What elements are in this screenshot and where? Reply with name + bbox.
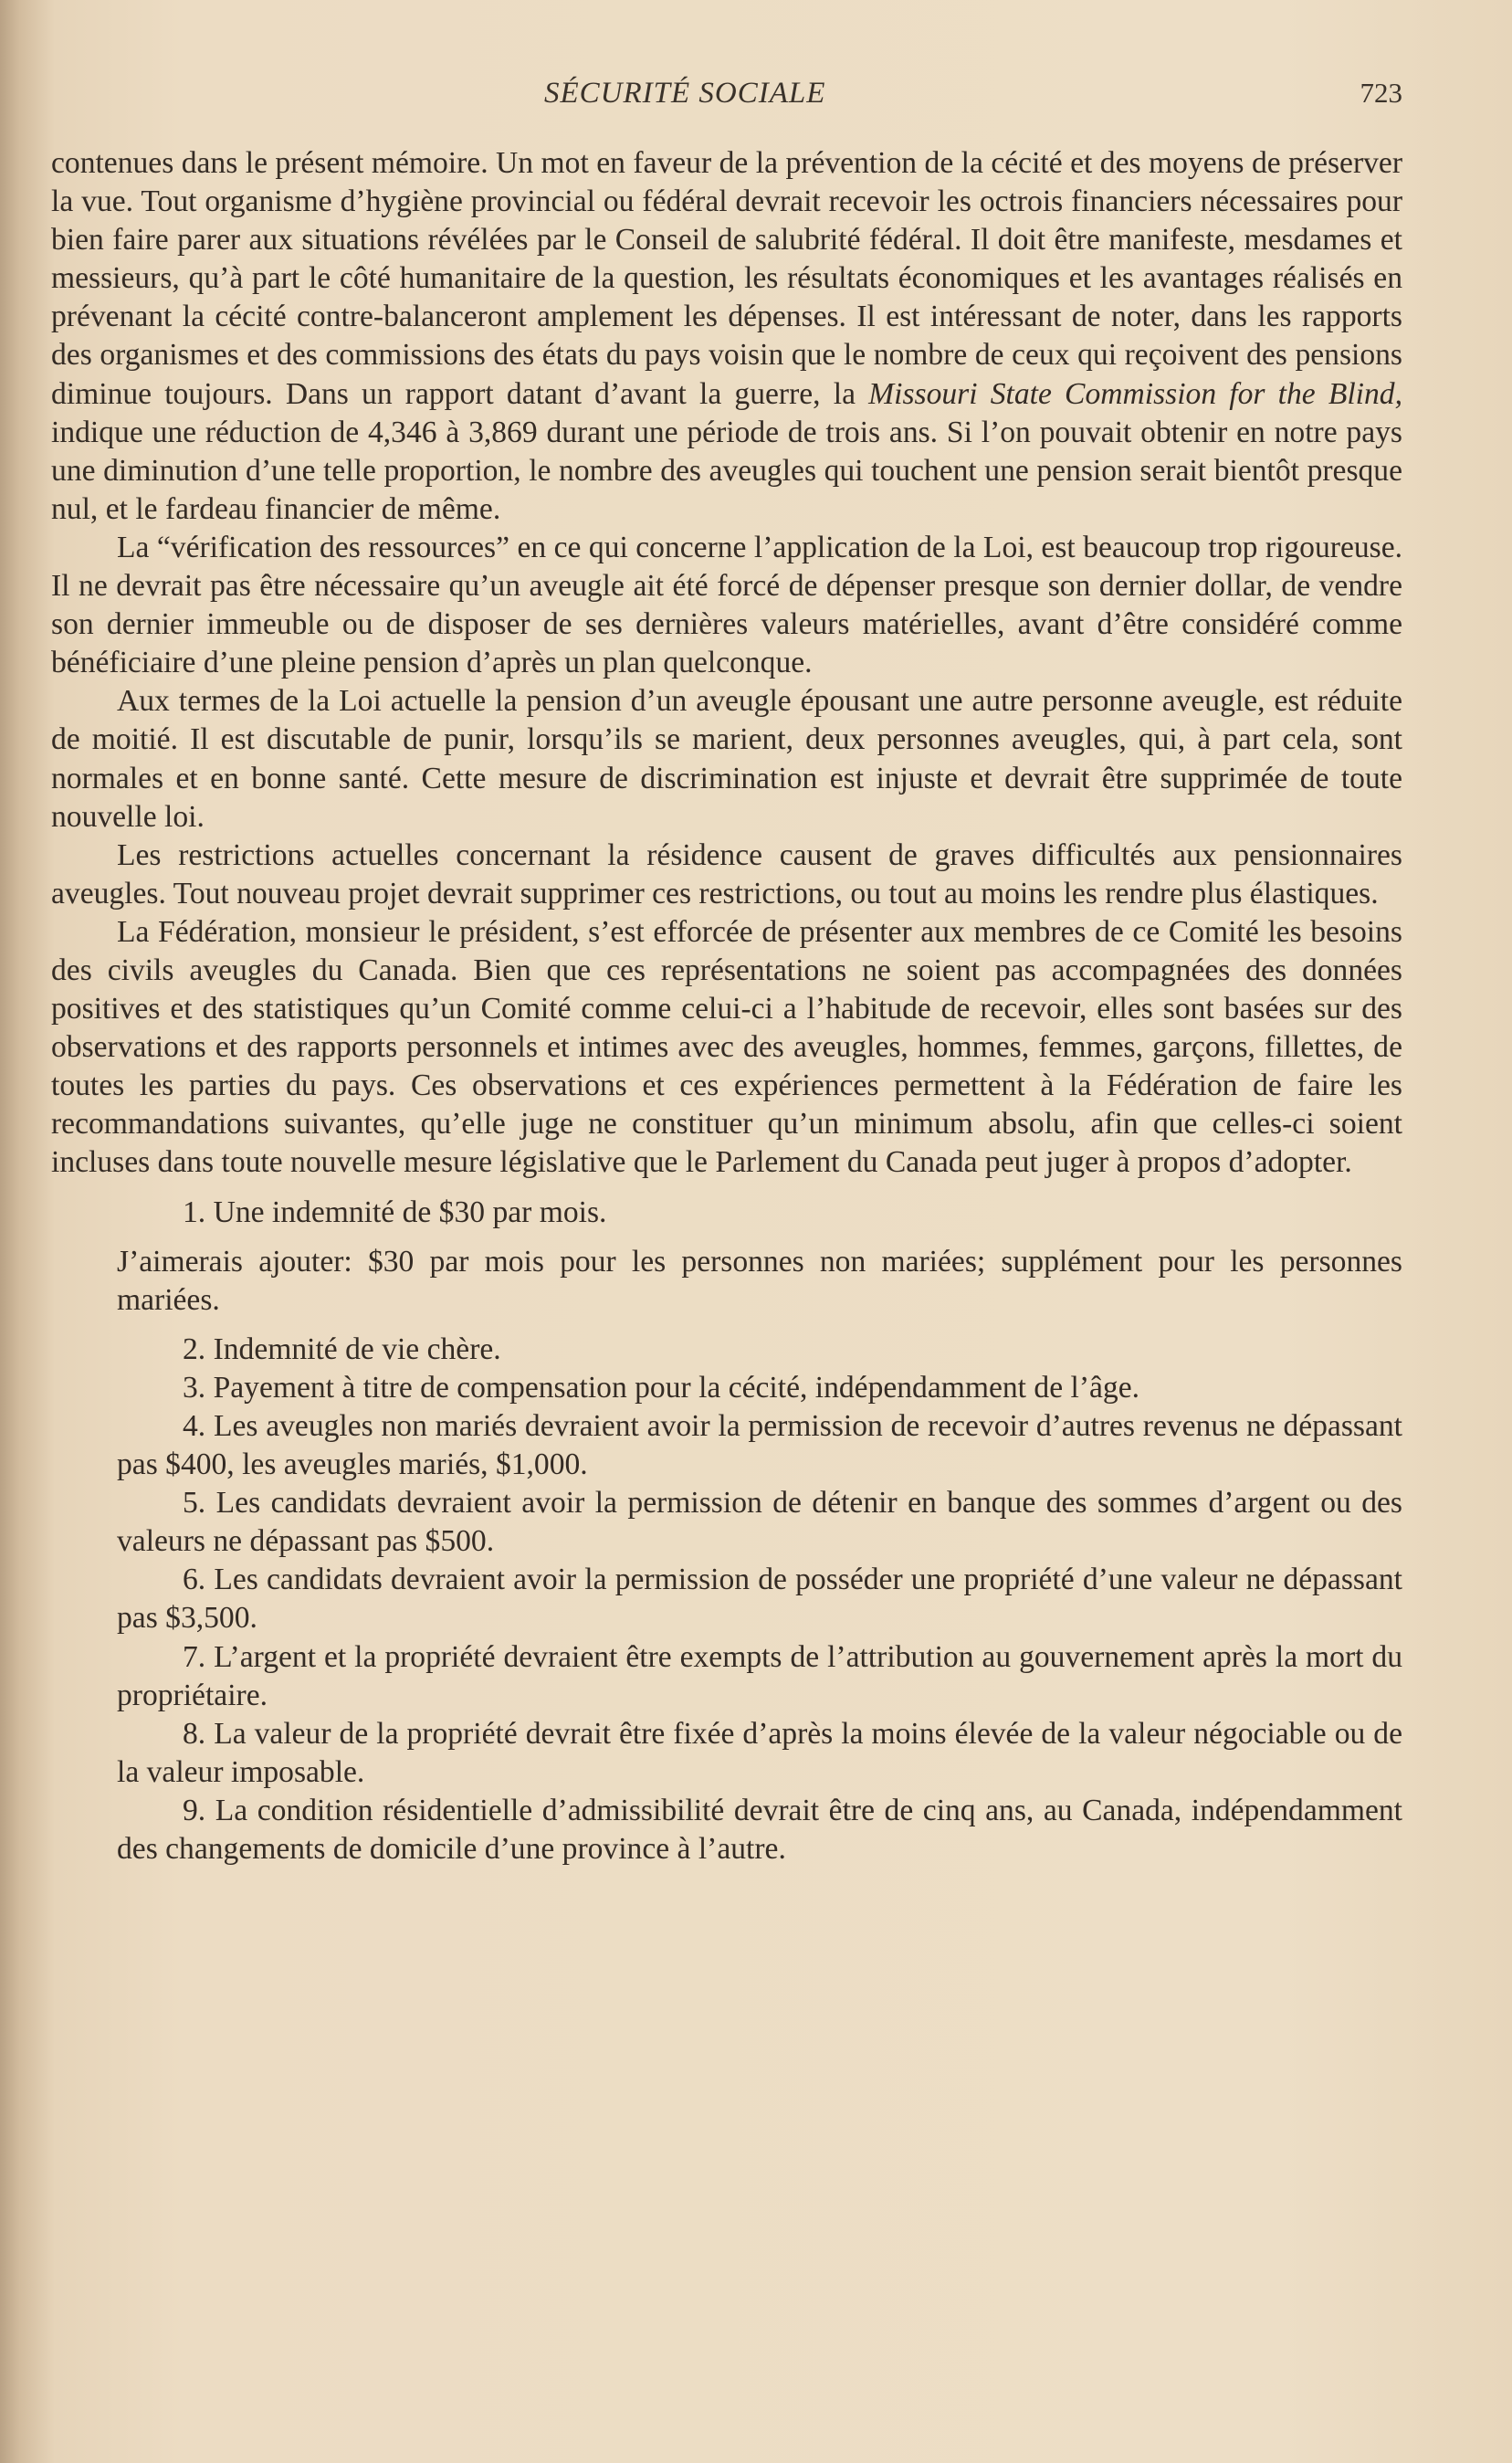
- list-item: 3. Payement à titre de compensation pour la cécité, indépendamment de l’âge.: [183, 1370, 1139, 1405]
- page-number: 723: [1360, 77, 1402, 109]
- list-note: J’aimerais ajouter: $30 par mois pour les personnes non mariées; supplément pour les personnes mariées.: [117, 1244, 1402, 1317]
- spacer: [51, 1320, 1402, 1331]
- body-text: [51, 144, 1402, 1868]
- list-item: 9. La condition résidentielle d’admissibilité devrait être de cinq ans, au Canada, indépendamment des changements de domicile d’une province à l’autre.: [117, 1793, 1402, 1867]
- paragraph: Aux termes de la Loi actuelle la pension d’un aveugle épousant une autre personne aveugle, est réduite de moitié. Il est discutable de punir, lorsqu’ils se marient, deux personnes aveugles, qui, à part cela, sont normales et en bonne santé. Cette mesure de discrimination est injuste et devrait être supprimée de toute nouvelle loi.: [51, 684, 1402, 834]
- paragraph: La Fédération, monsieur le président, s’est efforcée de présenter aux membres de ce Comité les besoins des civils aveugles du Canada. Bien que ces représentations ne soient pas accompagnées des données positives et des statistiques qu’un Comité comme celui-ci a l’habitude de recevoir, elles sont basées sur des observations et des rapports personnels et intimes avec des aveugles, hommes, femmes, garçons, fillettes, de toutes les parties du pays. Ces observations et ces expériences permettent à la Fédération de faire les recommandations suivantes, qu’elle juge ne constituer qu’un minimum absolu, afin que celles-ci soient incluses dans toute nouvelle mesure législative que le Parlement du Canada peut juger à propos d’adopter.: [51, 914, 1402, 1180]
- spacer: [51, 1183, 1402, 1194]
- paragraph-text: indique une réduction de 4,346 à 3,869 durant une période de trois ans. Si l’on pouvait obtenir en notre pays une diminution d’une telle proportion, le nombre des aveugles qui touchent une pension serait bientôt presque nul, et le fardeau financier de même.: [51, 415, 1402, 526]
- list-item: 7. L’argent et la propriété devraient être exempts de l’attribution au gouvernement après la mort du propriétaire.: [117, 1639, 1402, 1712]
- paragraph: La “vérification des ressources” en ce qui concerne l’application de la Loi, est beaucoup trop rigoureuse. Il ne devrait pas être nécessaire qu’un aveugle ait été forcé de dépenser presque son dernier dollar, de vendre son dernier immeuble ou de disposer de ses dernières valeurs matérielles, avant d’être considéré comme bénéficiaire d’une pleine pension d’après un plan quelconque.: [51, 530, 1402, 680]
- running-title: SÉCURITÉ SOCIALE: [544, 77, 826, 110]
- italic-title: Missouri State Commission for the Blind,: [868, 376, 1402, 411]
- list-item: 4. Les aveugles non mariés devraient avoir la permission de recevoir d’autres revenus ne dépassant pas $400, les aveugles mariés, $1,000.: [117, 1409, 1402, 1482]
- spacer: [51, 1232, 1402, 1243]
- page-header: [0, 77, 1512, 117]
- list-item: 6. Les candidats devraient avoir la permission de posséder une propriété d’une valeur ne dépassant pas $3,500.: [117, 1563, 1402, 1636]
- paragraph: [51, 144, 1402, 529]
- list-item: 5. Les candidats devraient avoir la permission de détenir en banque des sommes d’argent ou des valeurs ne dépassant pas $500.: [117, 1486, 1402, 1559]
- list-item: 2. Indemnité de vie chère.: [183, 1331, 501, 1366]
- paragraph: Les restrictions actuelles concernant la résidence causent de graves difficultés aux pensionnaires aveugles. Tout nouveau projet devrait supprimer ces restrictions, ou tout au moins les rendre plus élastiques.: [51, 837, 1402, 910]
- paragraph-text: contenues dans le présent mémoire. Un mot en faveur de la prévention de la cécité et des moyens de préserver la vue. Tout organisme d’hygiène provincial ou fédéral devrait recevoir les octrois financiers nécessaires pour bien faire parer aux situations révélées par le Conseil de salubrité fédéral. Il doit être manifeste, mesdames et messieurs, qu’à part le côté humanitaire de la question, les résultats économiques et les avantages réalisés en prévenant la cécité contre-balanceront amplement les dépenses. Il est intéressant de noter, dans les rapports des organismes et des commissions des états du pays voisin que le nombre de ceux qui reçoivent des pensions diminue toujours. Dans un rapport datant d’avant la guerre, la: [51, 146, 1402, 411]
- list-item: 8. La valeur de la propriété devrait être fixée d’après la moins élevée de la valeur négociable ou de la valeur imposable.: [117, 1716, 1402, 1789]
- list-item: 1. Une indemnité de $30 par mois.: [183, 1195, 607, 1229]
